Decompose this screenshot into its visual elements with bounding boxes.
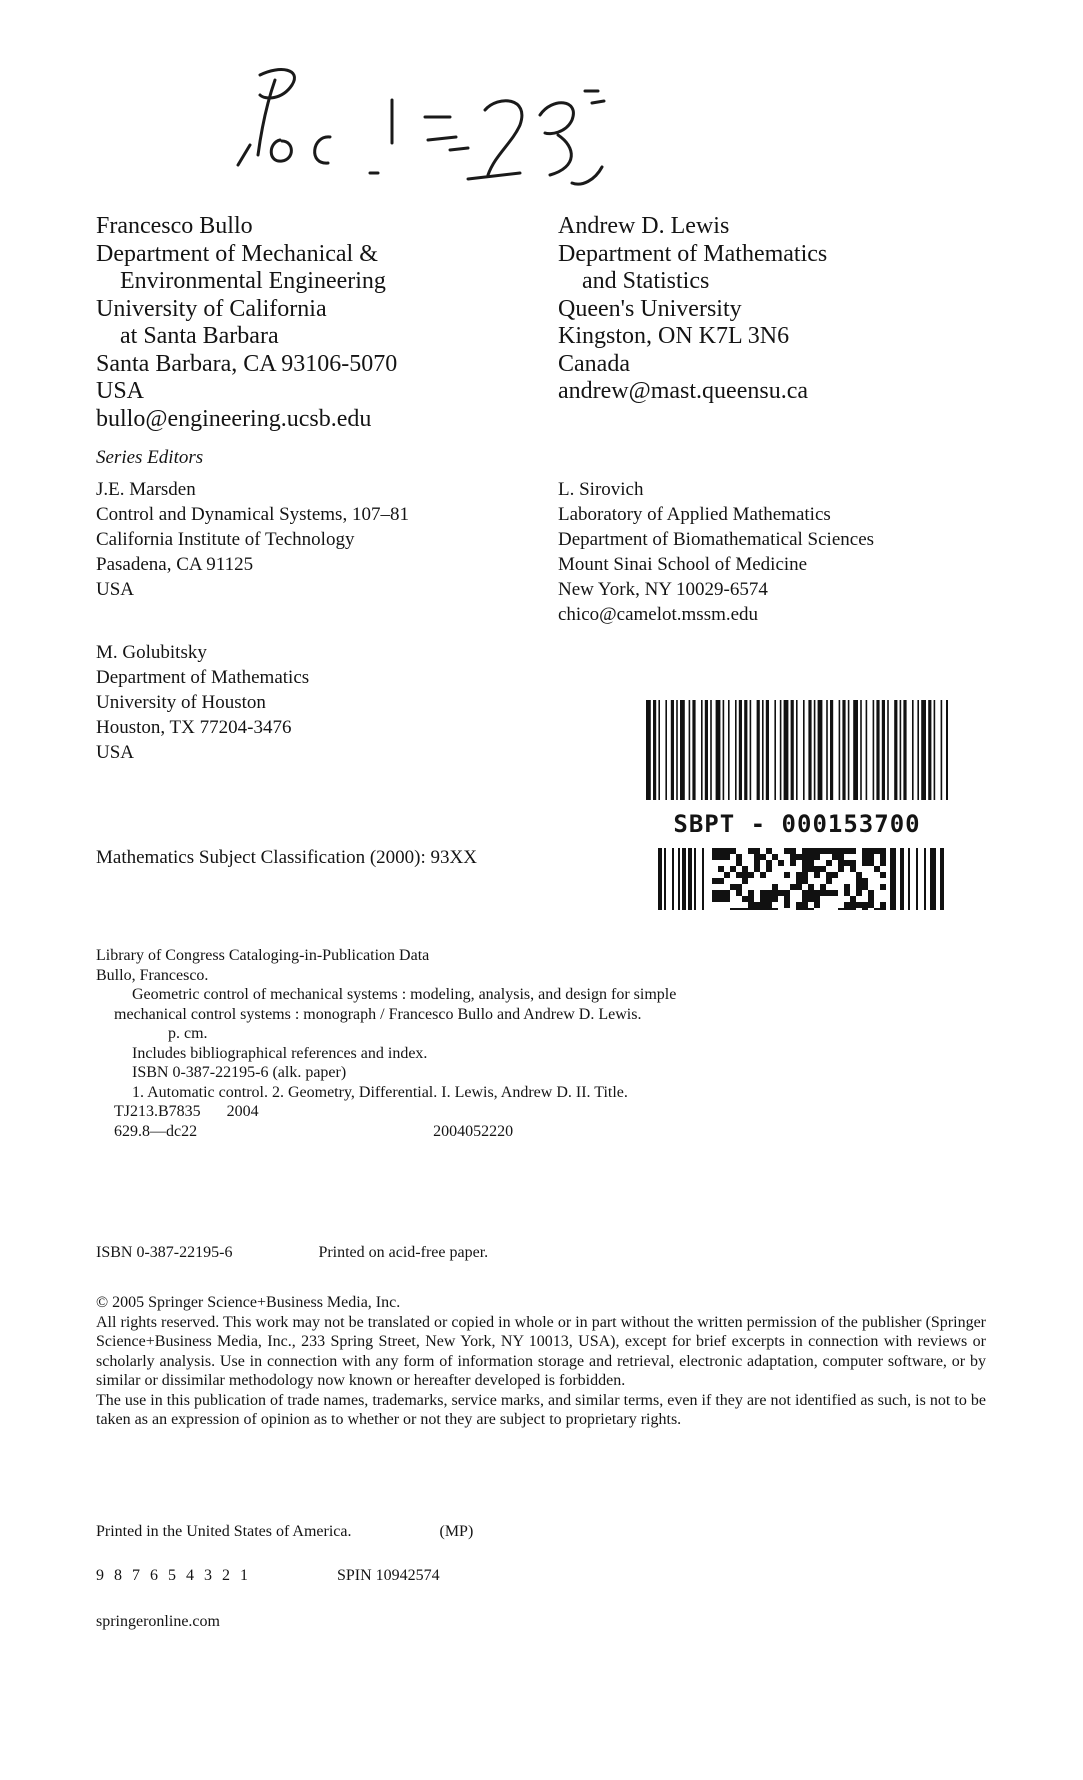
spin-number: SPIN 10942574 xyxy=(337,1567,440,1584)
editor3-name: M. Golubitsky xyxy=(96,642,207,663)
handwritten-shelfmark xyxy=(220,55,690,195)
barcode-bars xyxy=(646,700,948,800)
author2-email: andrew@mast.queensu.ca xyxy=(558,378,809,404)
author1-email: bullo@engineering.ucsb.edu xyxy=(96,405,372,432)
cip-heading: Library of Congress Cataloging-in-Publication Data xyxy=(96,947,430,964)
copyright-holder: © 2005 Springer Science+Business Media, Inc. xyxy=(96,1294,401,1311)
editor3-line1: Department of Mathematics xyxy=(96,667,310,688)
publisher-website: springeronline.com xyxy=(96,1613,220,1630)
print-line-numbers: 9 8 7 6 5 4 3 2 1 xyxy=(96,1567,251,1584)
cip-subjects: 1. Automatic control. 2. Geometry, Differential. I. Lewis, Andrew D. II. Title. xyxy=(132,1083,628,1101)
cip-data xyxy=(96,946,956,1141)
editor3-line4: USA xyxy=(96,742,135,763)
editor3-block xyxy=(96,640,309,765)
author2-city: Kingston, ON K7L 3N6 xyxy=(558,323,790,349)
cip-includes: Includes bibliographical references and index. xyxy=(132,1044,428,1062)
trademark-notice: The use in this publication of trade names, trademarks, service marks, and similar terms, even if they are not identified as such, is not to be taken as an expression of opinion as to whether or not they are subject to proprietary rights. xyxy=(96,1391,986,1428)
cip-pages: p. cm. xyxy=(168,1025,208,1042)
msc-classification: Mathematics Subject Classification (2000): 93XX xyxy=(96,847,477,868)
barcode-secondary xyxy=(658,848,948,910)
rights-reserved: All rights reserved. This work may not be translated or copied in whole or in part without the written permission of the publisher (Springer Science+Business Media, Inc., 233 Spring Street, New York, NY 10013, USA), except for brief excerpts in connection with reviews or scholarly analysis. Use in connection with any form of information storage and retrieval, electronic adaptation, computer software, or by similar or dissimilar methodology now known or hereafter developed is forbidden. xyxy=(96,1313,986,1389)
author1-dept: Department of Mechanical & xyxy=(96,240,378,267)
author1-block xyxy=(96,213,397,433)
cip-dewey xyxy=(96,1122,956,1142)
barcode-number: SBPT - 000153700 xyxy=(673,810,921,838)
author1-dept-cont: Environmental Engineering xyxy=(120,268,386,294)
author1-univ-cont: at Santa Barbara xyxy=(120,323,279,349)
author2-name: Andrew D. Lewis xyxy=(558,213,730,239)
cip-lc-year: 2004 xyxy=(226,1103,259,1120)
editor2-line3: Mount Sinai School of Medicine xyxy=(558,554,808,575)
printer-code: (MP) xyxy=(439,1523,474,1540)
acid-free-note: Printed on acid-free paper. xyxy=(318,1244,489,1261)
author1-univ: University of California xyxy=(96,295,327,322)
editor1-line3: Pasadena, CA 91125 xyxy=(96,554,254,575)
author2-dept: Department of Mathematics xyxy=(558,240,828,267)
editor2-line5: chico@camelot.mssm.edu xyxy=(558,604,759,625)
copyright-block xyxy=(96,1293,986,1430)
editor1-line1: Control and Dynamical Systems, 107–81 xyxy=(96,504,409,525)
cip-dewey-class: 629.8—dc22 xyxy=(114,1122,198,1140)
author1-country: USA xyxy=(96,378,145,404)
cip-callnumber xyxy=(96,1102,956,1122)
isbn-line xyxy=(96,1243,488,1263)
print-run-line xyxy=(96,1566,440,1586)
cip-lccn: 2004052220 xyxy=(433,1122,514,1140)
library-barcode xyxy=(646,700,948,910)
printed-usa: Printed in the United States of America. xyxy=(96,1523,352,1540)
cip-lc-class: TJ213.B7835 xyxy=(114,1103,201,1120)
author2-dept-cont: and Statistics xyxy=(582,268,710,294)
editor1-name: J.E. Marsden xyxy=(96,479,196,500)
printed-in-line xyxy=(96,1522,473,1542)
cip-isbn: ISBN 0-387-22195-6 (alk. paper) xyxy=(132,1064,347,1081)
editor1-line2: California Institute of Technology xyxy=(96,529,355,550)
series-editors-label: Series Editors xyxy=(96,447,204,468)
editor2-name: L. Sirovich xyxy=(558,479,644,500)
editor2-block xyxy=(558,477,874,627)
author2-univ: Queen's University xyxy=(558,295,742,322)
author1-city: Santa Barbara, CA 93106-5070 xyxy=(96,350,398,377)
editor3-line2: University of Houston xyxy=(96,692,266,713)
editor2-line2: Department of Biomathematical Sciences xyxy=(558,529,875,550)
author1-name: Francesco Bullo xyxy=(96,213,253,239)
cip-title: Geometric control of mechanical systems : modeling, analysis, and design for simple xyxy=(132,986,677,1003)
author2-country: Canada xyxy=(558,350,630,377)
editor2-line1: Laboratory of Applied Mathematics xyxy=(558,504,831,525)
author2-block xyxy=(558,213,827,406)
isbn: ISBN 0-387-22195-6 xyxy=(96,1244,233,1261)
editor3-line3: Houston, TX 77204-3476 xyxy=(96,717,292,738)
editor1-block xyxy=(96,477,409,602)
cip-title-cont: mechanical control systems : monograph / Francesco Bullo and Andrew D. Lewis. xyxy=(114,1005,642,1023)
editor1-line4: USA xyxy=(96,579,135,600)
editor2-line4: New York, NY 10029-6574 xyxy=(558,579,768,600)
cip-author: Bullo, Francesco. xyxy=(96,966,209,984)
